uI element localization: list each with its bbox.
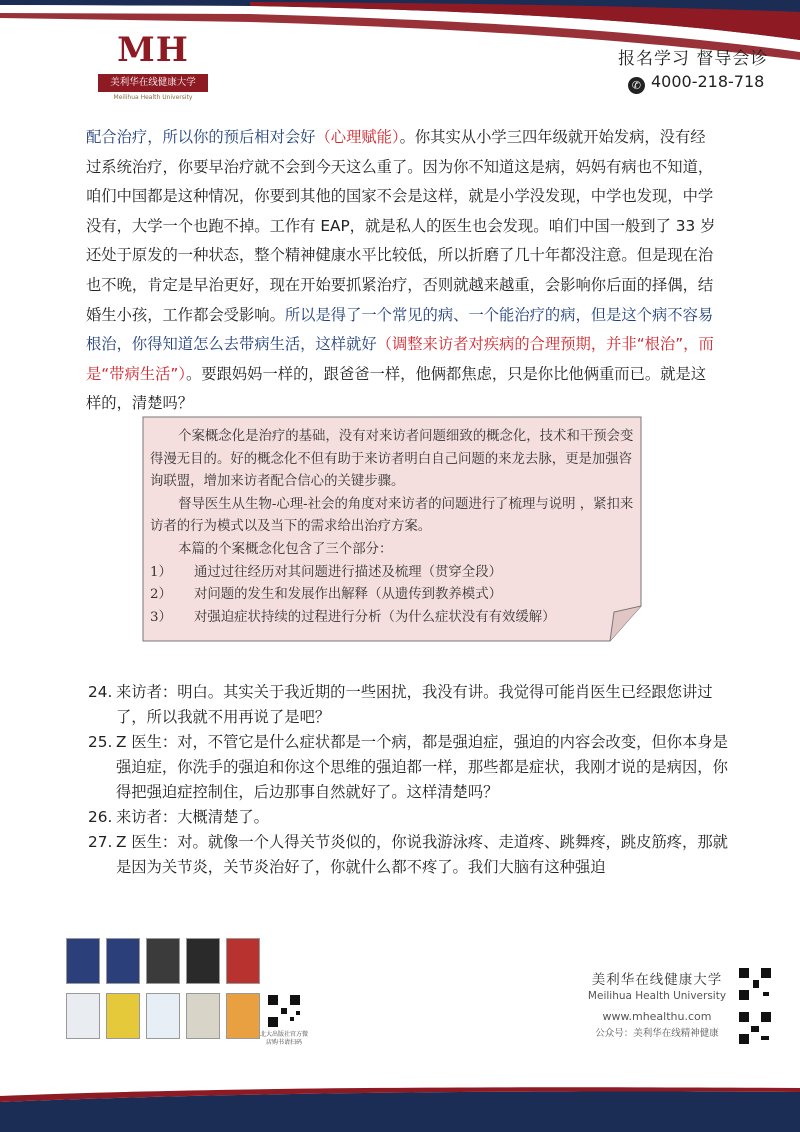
website-link[interactable]: www.mhealthu.com — [602, 1010, 712, 1023]
annotation-red: （调整来访者对疾病的合理预期，并非“根治”，而是“带病生活”） — [86, 335, 714, 383]
dialog-list — [88, 680, 728, 880]
paragraph-text: 。你其实从小学三四年级就开始发病，没有经过系统治疗，你要早治疗就不会到今天这么重了。因为你不知道这是病，妈妈有病也不知道，咱们中国都是这种情况，你要到其他的国家不会是这样，就是小学没发现，中学也发现，中学没有，大学一个也跑不掉。工作有 EAP，就是私人的医生也会发现。咱们中国一般到了 33 岁还处于原发的一种状态，整个精神健康水平比较低，所以折磨了几十年都没注意。但是现在治也不晚，肯定是早治更好，现在开始要抓紧治疗，否则就越来越重，会影响你后面的择偶，结婚生小孩，工作都会受影响。 — [86, 128, 716, 324]
book-cover — [226, 938, 260, 984]
phone-icon: ✆ — [628, 77, 645, 94]
paragraph-text: 。要跟妈妈一样的，跟爸爸一样，他俩都焦虑，只是你比他俩重而已。就是这样的，清楚吗？ — [86, 364, 707, 413]
footer-banner — [0, 1078, 800, 1132]
logo — [98, 30, 208, 106]
note-list-item: 3） 对强迫症状持续的过程进行分析（为什么症状没有有效缓解） — [150, 609, 556, 625]
qr-code-icon — [737, 966, 773, 1002]
note-list-item: 2） 对问题的发生和发展作出解释（从遗传到教养模式） — [150, 587, 502, 603]
brand-en: Meilihua Health University — [587, 990, 727, 1002]
body-paragraph — [86, 123, 716, 419]
logo-english: Meilihua Health University — [113, 94, 193, 101]
qr-code-icon — [266, 993, 302, 1029]
highlight-blue: 配合治疗，所以你的预后相对会好 — [86, 128, 316, 146]
book-cover — [66, 993, 100, 1039]
book-cover — [186, 938, 220, 984]
qr-caption: 北大出版社官方微店购书请扫码 — [259, 1031, 308, 1046]
phone-number: 4000-218-718 — [651, 72, 765, 91]
dialog-item: 25. Z 医生：对，不管它是什么症状都是一个病，都是强迫症，强迫的内容会改变，但你本身是强迫症，你洗手的强迫和你这个思维的强迫都一样，那些都是症状，我刚才说的是病因，你得把强迫症控制住，后边那事自然就好了。这样清楚吗？ — [88, 733, 728, 801]
phone-line — [628, 72, 764, 94]
note-paragraph: 个案概念化是治疗的基础，没有对来访者问题细致的概念化，技术和干预会变得漫无目的。好的概念化不但有助于来访者明白自己问题的来龙去脉，更是加强咨询联盟，增加来访者配合信心的关键步骤。 — [150, 429, 634, 490]
book-cover — [106, 993, 140, 1039]
book-cover — [106, 938, 140, 984]
slogan: 报名学习 督导会诊 — [618, 49, 769, 69]
brand-cn: 美利华在线健康大学 — [591, 972, 723, 988]
footer-brand — [587, 968, 727, 1039]
book-cover — [146, 993, 180, 1039]
book-cover — [186, 993, 220, 1039]
note-text — [150, 426, 635, 629]
note-list-item: 1） 通过过往经历对其问题进行描述及梳理（贯穿全段） — [150, 564, 502, 580]
dialog-item: 26. 来访者：大概清楚了。 — [88, 808, 269, 826]
annotation-red: （心理赋能） — [315, 128, 400, 146]
book-cover — [146, 938, 180, 984]
wechat-account: 公众号：美利华在线精神健康 — [595, 1028, 719, 1039]
dialog-item: 27. Z 医生：对。就像一个人得关节炎似的，你说我游泳疼、走道疼、跳舞疼，跳皮筋疼，那就是因为关节炎，关节炎治好了，你就什么都不疼了。我们大脑有这种强迫 — [88, 833, 728, 876]
dialog-item: 24. 来访者：明白。其实关于我近期的一些困扰，我没有讲。我觉得可能肖医生已经跟您讲过了，所以我就不用再说了是吧？ — [88, 683, 713, 726]
note-paragraph: 督导医生从生物-心理-社会的角度对来访者的问题进行了梳理与说明 ，紧扣来访者的行为模式以及当下的需求给出治疗方案。 — [150, 496, 634, 535]
note-paragraph: 本篇的个案概念化包含了三个部分： — [178, 541, 393, 557]
logo-ribbon: 美利华在线健康大学 — [98, 74, 208, 92]
highlight-blue: 所以是得了一个常见的病、一个能治疗的病，但是这个病不容易根治，你得知道怎么去带病生活，这样就好 — [86, 305, 714, 354]
book-cover — [226, 993, 260, 1039]
qr-code-icon — [737, 1010, 773, 1046]
book-gallery — [66, 938, 446, 1058]
book-cover — [66, 938, 100, 984]
logo-mark: MH — [117, 30, 189, 70]
